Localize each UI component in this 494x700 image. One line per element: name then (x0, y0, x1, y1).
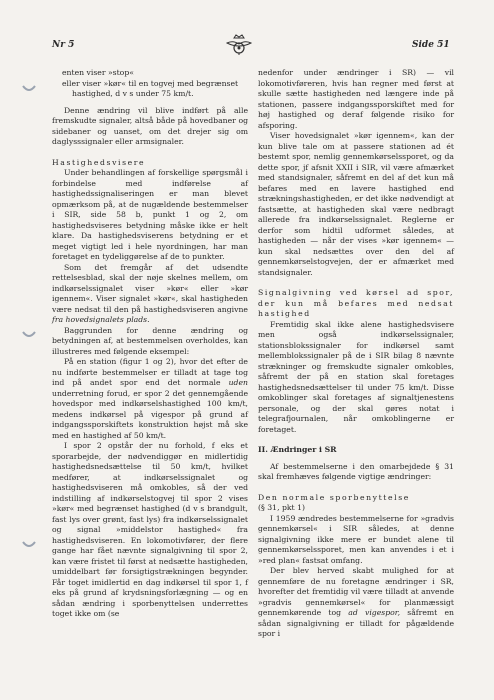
crown-winged-wheel-emblem-icon (226, 34, 252, 56)
left-column (52, 68, 248, 620)
paragraph: På en station (figur 1 og 2), hvor det efter de nu indførte bestemmelser er tilladt at tage tog ind på andet spor end det normale uden underretning forud, er spor 2 det gennemgående hovedspor med indkørselshastighed 100 km/t, medens indkørsel på vigespor på grund af indgangssporskiftets konstruktion højst må ske med en hastighed af 50 km/t. (52, 357, 248, 440)
page-number: Side 51 (412, 40, 450, 50)
paragraph: I spor 2 opstår der nu forhold, f eks et sporarbejde, der nødvendiggør en midlertidig hastighedsnedsættelse til 50 km/t, hvilket medfører, at indkørselssignalet og hastighedsviseren må omkobles, så der ved indstilling af indkørselstogvej til spor 2 vises »kør« med begrænset hastighed (d v s brandgult, fast lys over grønt, fast lys) fra indkørselssignalet og signal »middelstor hastighed« fra hastighedsviseren. En lokomotivfører, der flere gange har fået nævnte signalgivning til spor 2, kan være fristet til først at nedsætte hastigheden, umiddelbart før forsigtigstrækningen begynder. Får toget imidlertid en dag indkørsel til spor 1, f eks på grund af krydsningsforlægning — og en sådan ændring i sporbenyttelsen underrettes toget ikke om (se (52, 441, 248, 618)
paragraph: Af bestemmelserne i den omarbejdede § 31 skal fremhæves følgende vigtige ændringer: (258, 461, 454, 481)
right-column (258, 68, 454, 640)
paragraph: eller viser »kør« til en togvej med begrænset (62, 78, 239, 88)
binder-hole-icon (22, 330, 36, 339)
binder-hole-icon (22, 540, 36, 549)
paragraph: Som det fremgår af det udsendte rettelsesblad, skal der nøje skelnes mellem, om indkørselssignalet viser »kør« eller »kør igennem«. Viser signalet »kør«, skal hastigheden være nedsat til den på hastighedsviseren angivne fra hovedsignalets plads. (52, 262, 248, 324)
paragraph: Baggrunden for denne ændring og betydningen af, at bestemmelsen overholdes, kan illustreres med følgende eksempel: (52, 325, 248, 356)
paragraph: Fremtidig skal ikke alene hastighedsvisere men også indkørselssignaler, stationsblokssignaler for indkørsel samt mellemblokssignaler på de i SIR bilag 8 nævnte strækninger og fremskudte signaler omkobles, såfremt der på en station skal foretages hastighedsnedsættelser til under 75 km/t. Disse omkoblinger skal foretages af signaltjenestens personale, og der skal gøres notat i telegrafjournalen, når omkoblingerne er foretaget. (258, 319, 454, 434)
issue-number: Nr 5 (52, 40, 75, 50)
paragraph: Viser hovedsignalet »kør igennem«, kan der kun blive tale om at passere stationen ad ét bestemt spor, nemlig gennemkørselssporet, og da dette spor, jf afsnit XXII i SIR, vil være afmærket med standsignaler, såfremt en del af det kun må befares med en lavere hastighed end strækningshastigheden, er det ikke nødvendigt at fastsætte, at hastigheden skal være nedbragt allerede fra indkørselssignalet. Reglerne er derfor som hidtil udformet således, at hastigheden — når der vises »kør igennem« — kun skal nedsættes over den del af gennemkørselstogvejen, der er afmærket med standsignaler. (258, 131, 454, 277)
paragraph: Under behandlingen af forskellige spørgsmål i forbindelse med indførelse af hastighedssignaliseringen er man blevet opmærksom på, at de nugældende bestemmelser i SIR, side 58 b, punkt 1 og 2, om hastighedsviseres betydning måske ikke er helt klare. Da hastighedsviserens betydning er et meget vigtigt led i hele nyordningen, har man foretaget en tydeliggørelse af de to punkter. (52, 168, 248, 261)
section-subheading: (§ 31, pkt 1) (258, 503, 305, 512)
section-heading: Hastighedsvisere (52, 157, 146, 167)
section-heading: Den normale sporbenyttelse (258, 492, 410, 502)
binder-hole-icon (22, 84, 36, 93)
paragraph: Der blev herved skabt mulighed for at gennemføre de nu foretagne ændringer i SR, hvorefter det fremtidig vil være tilladt at anvende »gradvis gennemkørsel« for planmæssigt gennemkørende tog ad vigespor, såfremt en sådan signalgivning er tilladt for pågældende spor i (258, 566, 454, 638)
section-heading: Signalgivning ved kørsel ad spor, der kun må befares med nedsat hastighed (258, 288, 454, 318)
paragraph: nedenfor under ændringer i SR) — vil lokomotivføreren, hvis han regner med først at skulle sætte hastigheden ned længere inde på stationen, passere indgangssporskiftet med for høj hastighed og deraf følgende risiko for afsporing. (258, 68, 454, 130)
paragraph: Denne ændring vil blive indført på alle fremskudte signaler, altså både på hovedbaner og sidebaner og uanset, om det drejer sig om daglysssignaler eller armsignaler. (52, 105, 248, 146)
paragraph: I 1959 ændredes bestemmelserne for »gradvis gennemkørsel« i SIR således, at denne signalgivning ikke mere er bundet alene til gennemkørselssporet, men kan anvendes i et i »red plan« fastsat omfang. (258, 513, 454, 565)
paragraph: hastighed, d v s under 75 km/t. (72, 89, 194, 98)
paragraph: enten viser »stop« (62, 68, 134, 77)
section-heading: II. Ændringer i SR (258, 445, 337, 454)
